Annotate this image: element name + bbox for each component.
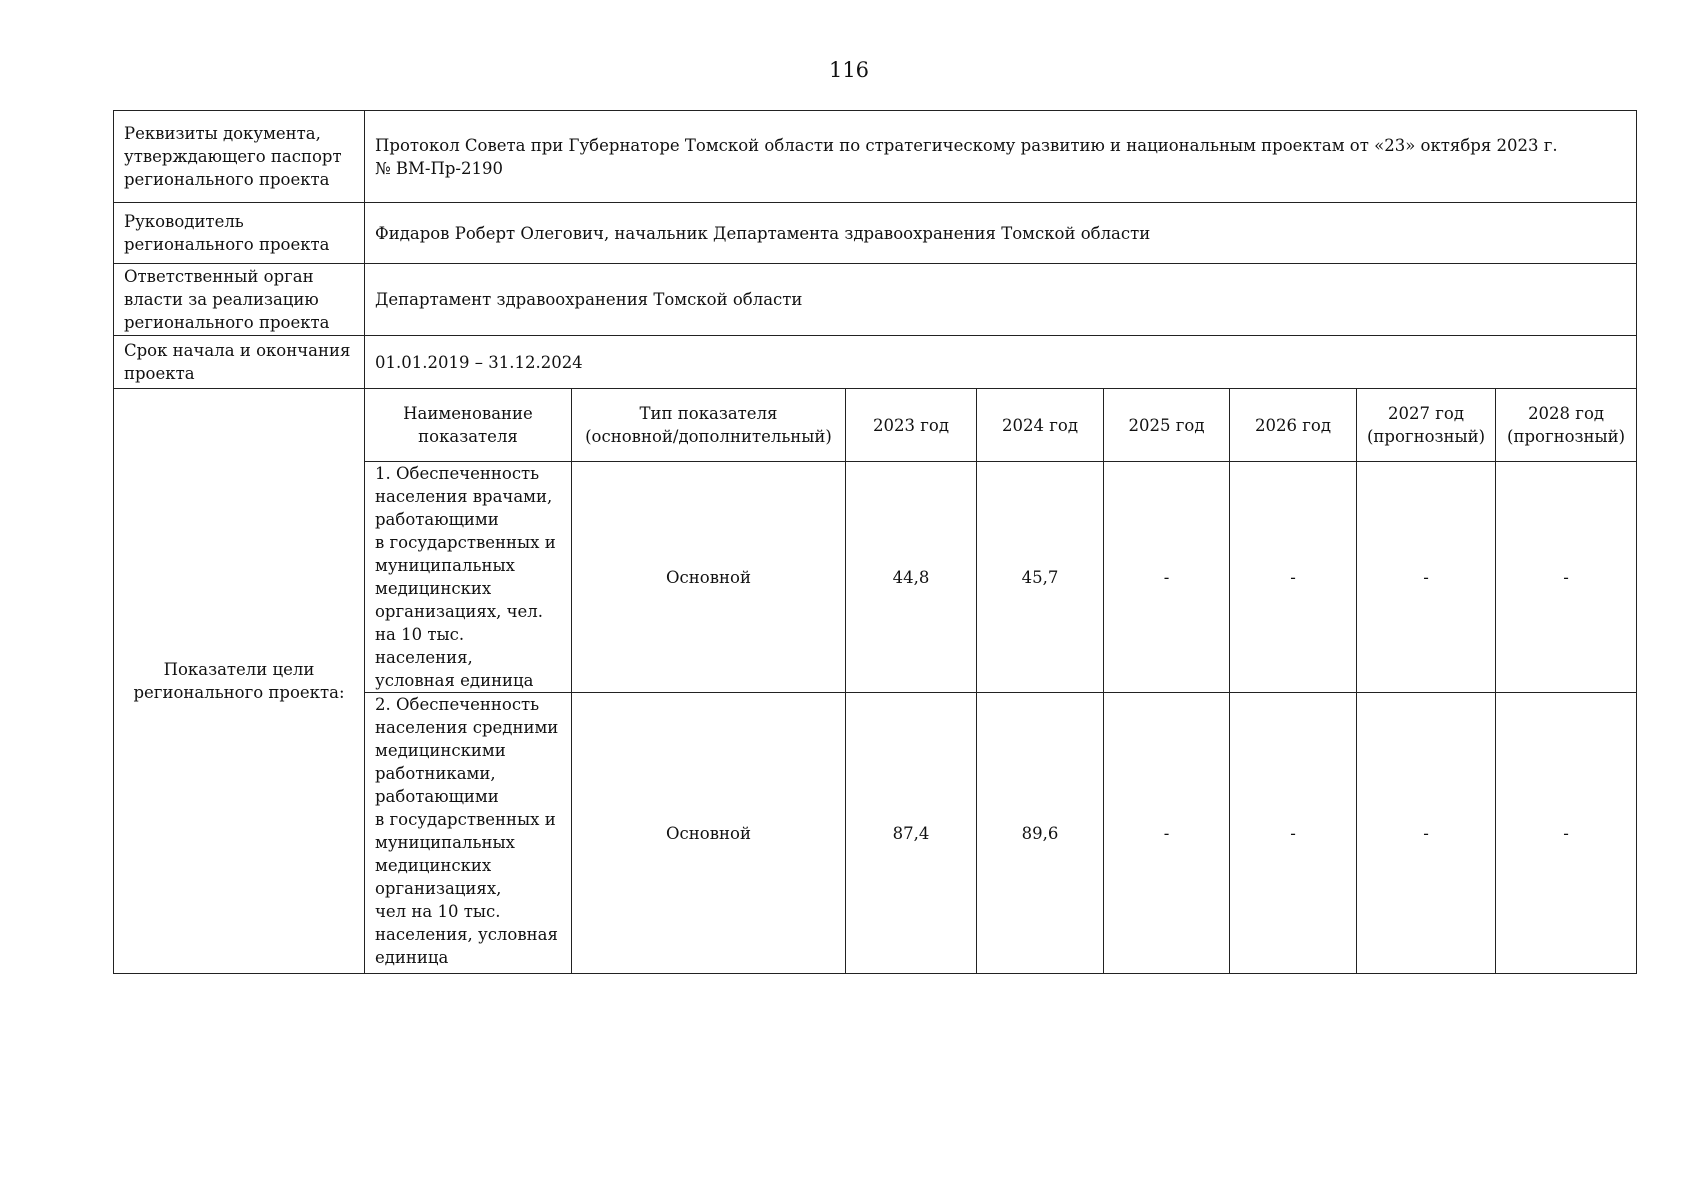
indicator-1-2023: 44,8 <box>846 462 977 693</box>
header-year-2023: 2023 год <box>846 389 977 462</box>
header-year-2025: 2025 год <box>1104 389 1230 462</box>
header-year-2028: 2028 год (прогнозный) <box>1496 389 1637 462</box>
header-indicator-type: Тип показателя (основной/дополнительный) <box>572 389 846 462</box>
indicator-2-2025: - <box>1104 693 1230 974</box>
indicator-1-2028: - <box>1496 462 1637 693</box>
indicator-2-2026: - <box>1230 693 1357 974</box>
indicator-1-2027: - <box>1357 462 1496 693</box>
head-row <box>114 203 1637 264</box>
responsible-label: Ответственный орган власти за реализацию регионального проекта <box>114 264 365 336</box>
header-year-2026: 2026 год <box>1230 389 1357 462</box>
indicator-2-2023: 87,4 <box>846 693 977 974</box>
indicator-2-2024: 89,6 <box>977 693 1104 974</box>
term-row <box>114 336 1637 389</box>
term-value: 01.01.2019 – 31.12.2024 <box>365 336 1637 389</box>
indicator-2-2027: - <box>1357 693 1496 974</box>
indicator-1-2026: - <box>1230 462 1357 693</box>
responsible-row <box>114 264 1637 336</box>
indicator-2-type: Основной <box>572 693 846 974</box>
indicator-1-2024: 45,7 <box>977 462 1104 693</box>
project-passport-table <box>113 110 1637 974</box>
indicators-label: Показатели цели регионального проекта: <box>114 389 365 974</box>
indicator-1-2025: - <box>1104 462 1230 693</box>
indicator-2-name: 2. Обеспеченность населения средними медицинскими работниками, работающими в государственных и муниципальных медицинских организациях, чел на 10 тыс. населения, условная единица <box>365 693 572 974</box>
requisites-value: Протокол Совета при Губернаторе Томской области по стратегическому развитию и национальным проектам от «23» октября 2023 г. № ВМ-Пр-2190 <box>365 111 1637 203</box>
header-indicator-name: Наименование показателя <box>365 389 572 462</box>
indicator-1-type: Основной <box>572 462 846 693</box>
responsible-value: Департамент здравоохранения Томской области <box>365 264 1637 336</box>
page-number: 116 <box>828 58 870 82</box>
term-label: Срок начала и окончания проекта <box>114 336 365 389</box>
indicator-1-name: 1. Обеспеченность населения врачами, работающими в государственных и муниципальных медицинских организациях, чел. на 10 тыс. населения, условная единица <box>365 462 572 693</box>
requisites-label: Реквизиты документа, утверждающего паспорт регионального проекта <box>114 111 365 203</box>
head-value: Фидаров Роберт Олегович, начальник Департамента здравоохранения Томской области <box>365 203 1637 264</box>
indicator-2-2028: - <box>1496 693 1637 974</box>
head-label: Руководитель регионального проекта <box>114 203 365 264</box>
header-year-2024: 2024 год <box>977 389 1104 462</box>
header-year-2027: 2027 год (прогнозный) <box>1357 389 1496 462</box>
indicators-header-row <box>114 389 1637 462</box>
requisites-row <box>114 111 1637 203</box>
